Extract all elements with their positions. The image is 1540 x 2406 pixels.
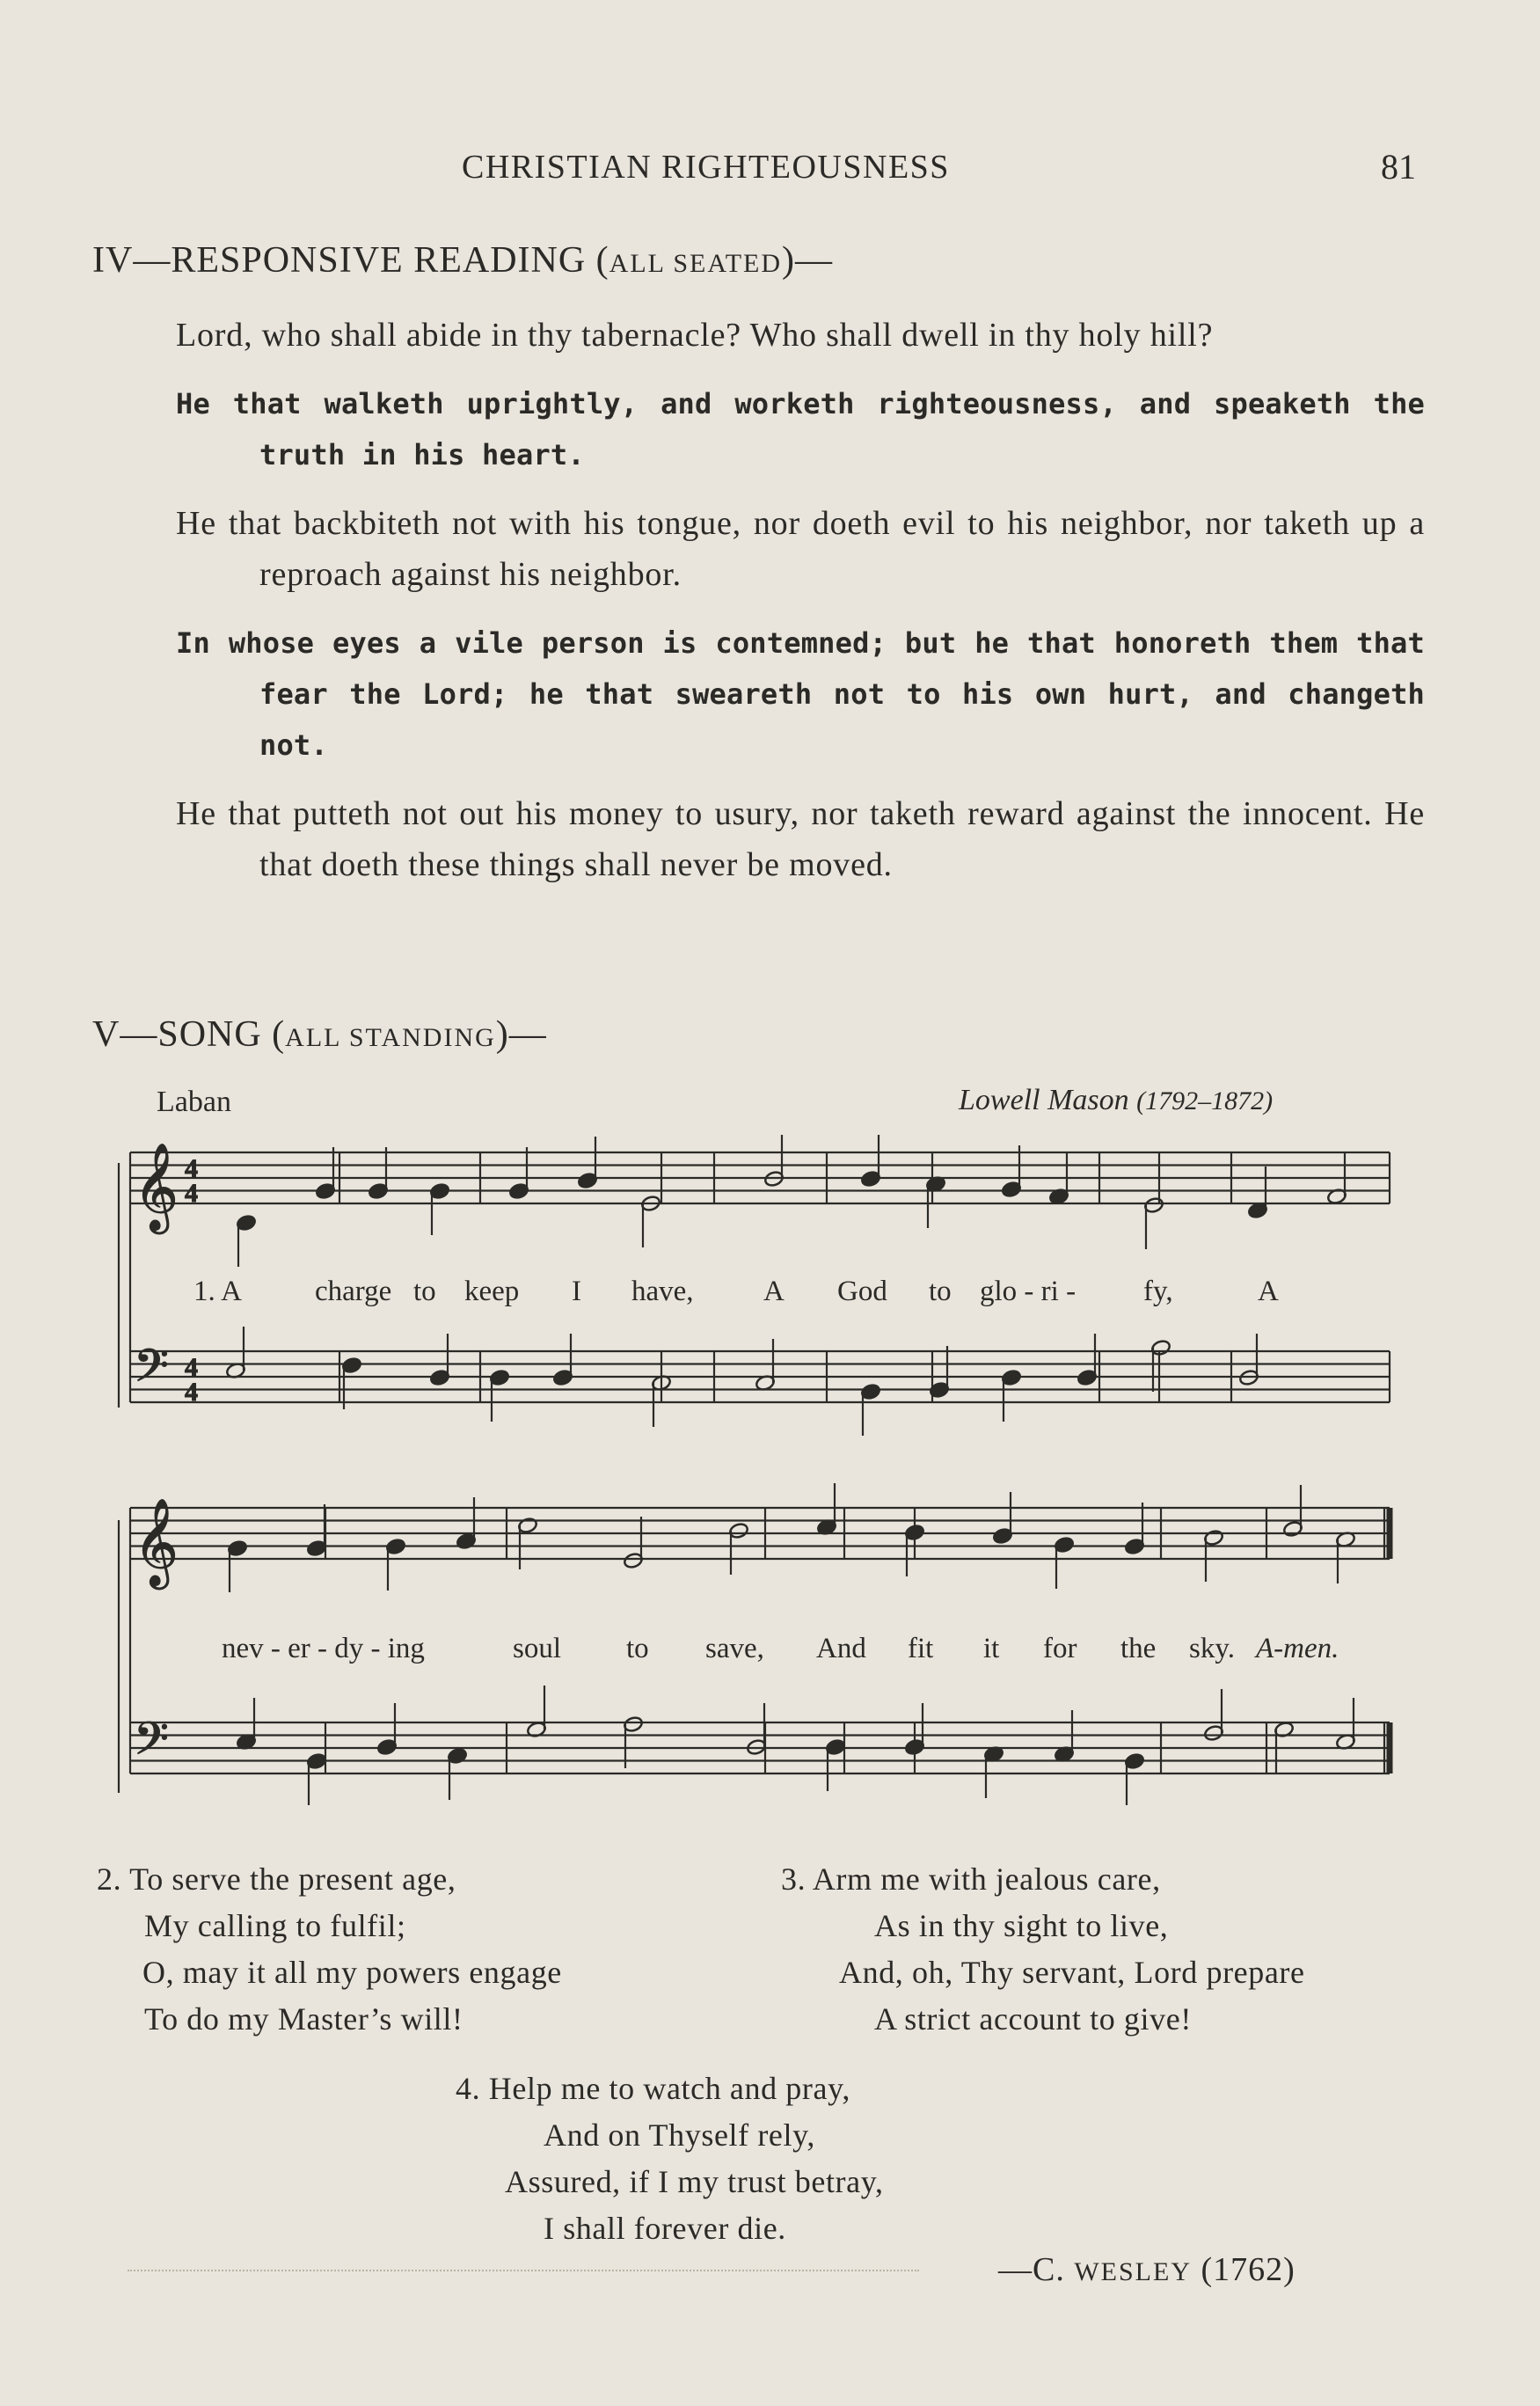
- lyric-syllable: fy,: [1143, 1276, 1173, 1307]
- verse-2: [97, 1856, 562, 2043]
- tune-name: Laban: [157, 1086, 231, 1118]
- lyric-syllable: to: [929, 1276, 952, 1307]
- verse-line: A strict account to give!: [874, 2001, 1192, 2037]
- dotted-rule: [128, 2270, 919, 2271]
- verse-4: [456, 2066, 884, 2252]
- composer-name: Lowell Mason: [959, 1084, 1129, 1116]
- verse-line: I shall forever die.: [544, 2211, 786, 2246]
- lyric-syllable: have,: [631, 1276, 694, 1307]
- lyric-syllable: 1. A: [193, 1276, 243, 1307]
- lyric-syllable: to: [626, 1633, 649, 1664]
- attribution-year: (1762): [1192, 2251, 1295, 2288]
- verse-line: 3. Arm me with jealous care,: [781, 1861, 1161, 1897]
- bass-clef: 𝄢: [134, 1339, 169, 1403]
- lyric-syllable: A: [763, 1276, 785, 1307]
- attribution: [998, 2250, 1295, 2289]
- lyric-syllable: keep: [464, 1276, 520, 1307]
- reading-paragraph: Lord, who shall abide in thy tabernacle? Who shall dwell in thy holy hill?: [176, 317, 1214, 354]
- verse-line: And on Thyself rely,: [544, 2117, 815, 2153]
- time-signature-bottom: 4: [185, 1378, 198, 1407]
- verse-3: [781, 1856, 1305, 2043]
- verse-line: 4. Help me to watch and pray,: [456, 2071, 850, 2106]
- section-v-heading-sc: ALL STANDING: [285, 1023, 496, 1052]
- verse-line: O, may it all my powers engage: [142, 1955, 562, 1990]
- verse-line: My calling to fulfil;: [144, 1908, 406, 1943]
- lyric-syllable: save,: [705, 1633, 764, 1664]
- page-number: 81: [1381, 147, 1416, 186]
- lyric-syllable: nev - er - dy - ing: [222, 1633, 425, 1664]
- reading-paragraph: He that walketh uprightly, and worketh righteousness, and speaketh the truth in his heart.: [176, 387, 1425, 472]
- section-v-heading-end: )—: [495, 1014, 547, 1055]
- running-head: CHRISTIAN RIGHTEOUSNESS: [462, 149, 950, 186]
- verse-line: And, oh, Thy servant, Lord prepare: [839, 1955, 1305, 1990]
- lyric-amen: A-men.: [1256, 1633, 1339, 1664]
- section-iv-heading-main: IV—RESPONSIVE READING (: [92, 240, 609, 281]
- verse-line: As in thy sight to live,: [874, 1908, 1169, 1943]
- section-iv-heading-end: )—: [782, 240, 834, 281]
- verse-line: 2. To serve the present age,: [97, 1861, 456, 1897]
- lyric-syllable: charge: [315, 1276, 392, 1307]
- reading-paragraph: In whose eyes a vile person is contemned; but he that honoreth them that fear the Lord; he that sweareth not to his own hurt, and changeth not.: [176, 626, 1425, 762]
- lyric-syllable: glo - ri -: [980, 1276, 1077, 1307]
- treble-clef: 𝄞: [134, 1143, 179, 1231]
- time-signature-bottom: 4: [185, 1179, 198, 1208]
- lyric-syllable: soul: [513, 1633, 562, 1664]
- composer-dates: (1792–1872): [1136, 1086, 1274, 1115]
- lyric-syllable: God: [837, 1276, 887, 1307]
- section-iv-heading-sc: ALL SEATED: [609, 249, 783, 278]
- attribution-prefix: —C.: [998, 2251, 1075, 2288]
- lyric-syllable: A: [1258, 1276, 1279, 1307]
- attribution-author: WESLEY: [1074, 2257, 1192, 2286]
- lyric-syllable: it: [983, 1633, 1000, 1664]
- lyric-syllable: to: [413, 1276, 436, 1307]
- lyric-syllable: the: [1120, 1633, 1157, 1664]
- bass-clef: 𝄢: [134, 1712, 169, 1776]
- lyric-syllable: sky.: [1189, 1633, 1235, 1664]
- lyric-syllable: I: [572, 1276, 581, 1307]
- reading-paragraph: He that backbiteth not with his tongue, nor doeth evil to his neighbor, nor taketh up a reproach against his neighbor.: [176, 505, 1425, 593]
- treble-clef: 𝄞: [134, 1498, 179, 1586]
- time-signature-top: 4: [185, 1154, 198, 1183]
- reading-paragraph: He that putteth not out his money to usury, nor taketh reward against the innocent. He that doeth these things shall never be moved.: [176, 795, 1425, 883]
- time-signature-top: 4: [185, 1353, 198, 1382]
- lyric-syllable: fit: [908, 1633, 934, 1664]
- lyric-syllable: for: [1043, 1633, 1077, 1664]
- verse-line: To do my Master’s will!: [144, 2001, 463, 2037]
- section-v-heading-main: V—SONG (: [92, 1014, 286, 1055]
- lyric-syllable: And: [816, 1633, 866, 1664]
- verse-line: Assured, if I my trust betray,: [505, 2164, 884, 2199]
